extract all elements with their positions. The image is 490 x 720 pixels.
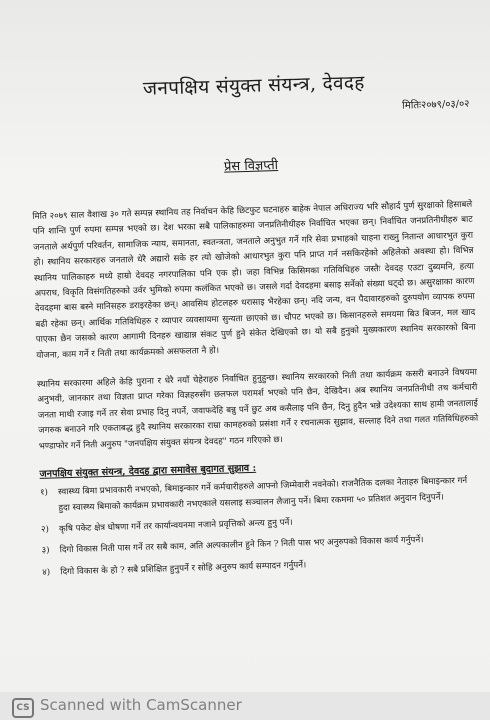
list-item-number: ४) <box>42 567 51 578</box>
list-item-number: १) <box>39 487 49 498</box>
list-item-number: २) <box>40 524 50 535</box>
document-date: मितिः२०७९/०३/०२ <box>402 98 470 112</box>
paragraph-1: मिति २०७९ साल वैशाख ३० गते सम्पन्न स्थानिय तह निर्वाचन केहि छिटफुट घटनाहरु बाहेक नेपाल अधिराज्य भरि सौहार्द पुर्ण सुरक्षाको हिसाबले पनि शान्ति पुर्ण रुपमा सम्पन्न भएको छ। देश भरका सबै पालिकाहरुमा जनप्रतिनीधीहरु निर्वाचित भएका छन्। निर्वाचित जनप्रतिनीधीहरु बाट जनताले अर्थपुर्ण परिवर्तन, सामाजिक न्याय, समानता, स्वतन्त्रता, जनताले अनुभुत गर्ने गरि सेवा प्रभाहको चाहना राख्नु नितान्त आधारभुत कुरा हो। स्थानिय सरकारहरु जनताले धेरै अद्यारो सके हर त्यो खोजेको आधारभुत कुरा पनि प्राप्त गर्न नसकिरहेको अहिलेको अवस्था हो। विभिन्न स्थानिय पालिकाहरु मध्ये हाम्रो देवदह नगरपालिका पनि एक हो। जहा विभिन्न किसिमका गतिविधिहरु जस्तैः देवदह एउटा दुब्यमनि, हत्या अपराध, विकृति विसंगतिहरुको उर्वर भुमिको रुपमा कलंकित भएको छ। जसले गर्दा देवदहमा बसाइ सर्नेको संख्या घट्दो छ। असुरक्षाका कारण देवदहमा बास बस्ने मानिसहरु डराइरहेका छन्। आवसिय होटलहरु धरासाइ भैरहेका छन्। नदि जन्य, वन पैदावारहरुको दुरुपयोग व्यापक रुपमा बढी रहेका छन्। आर्थिक गतिविधिहरु र व्यापार व्यवसायमा सुन्यता छाएको छ। चौपट भएको छ। किसानहरुले समयमा बिउ बिजन, मल खाद पाएका छैन जसको कारण आगामी दिनहरु खाद्यान्न संकट पुर्ण हुने संकेत देखिएको छ। यो सबै हुनुको मुख्यकारण स्थानिय सरकारको बिना योजना, काम गर्ने र निती तथा कार्यक्रमको असफलता नै हो। <box>32 199 476 361</box>
camscanner-logo-icon: CS <box>12 698 34 718</box>
document-title: जनपक्षिय संयुक्त संयन्त्र, देवदह <box>142 71 365 100</box>
list-item-text: कृषि पकेट क्षेत्र घोषणा गर्ने तर कार्यान्वयनमा नजाने प्रवृत्तिको अन्त्य हुनु पर्ने। <box>58 517 293 535</box>
watermark-text: Scanned with CamScanner <box>40 696 242 714</box>
list-item <box>40 474 481 517</box>
list-item-number: ३) <box>41 545 50 557</box>
list-item-text: दिगो विकास के हो ? सबै प्रशिक्षित हुनुपर्ने र सोहि अनुरुप कार्य सम्पादन गर्नुपर्ने। <box>60 560 307 578</box>
list-item-text: स्वास्थ्य बिमा प्रभावकारी नभएको, बिमाइन्कार गर्ने कर्मचारीहरुले आफ्नो जिम्मेवारी नवनेको। राजनैतिक दलका नेताहरु बिमाइन्कार गर्न हुदा स्वास्थ्य बिमाको कार्यक्रम प्रभावकारी नभएकाले यसलाइ सञ्चालन लैजानु पर्ने। बिमा रकममा ५० प्रतिशत अनुदान दिनुपर्ने। <box>57 475 468 513</box>
suggestions-heading: जनपक्षिय संयुक्त संयन्त्र, देवदह द्वारा समावेस बुदागत सुझाव : <box>39 462 257 480</box>
document-body <box>28 48 483 587</box>
suggestions-list <box>40 474 482 581</box>
list-item-text: दिगो विकास निती पास गर्ने तर सबै काम, अति अल्पकालीन हुने किन ? निती पास भए अनुरुपको विकास कार्य गर्नुपर्ने। <box>59 535 424 556</box>
press-release-heading: प्रेस विज्ञप्ती <box>223 158 279 175</box>
paragraph-2: स्थानिय सरकारमा अहिले केहि पुराना र धेरै नयाँ चेहेराहरु निर्वाचित हुनुहुन्छ। स्थानिय सरकारको निती तथा कार्यक्रम कसरी बनाउने विषयमा अनुभवी, जानकार तथा विज्ञता प्राप्त गरेका विज्ञहरुसँग छलफल परामर्श भएको पनि छैन, देखिदैन। अब स्थानिय जनप्रतिनीधी तथ कर्मचारी जनता माथी रजाइ गर्ने तर सेवा प्रभाह दिनु नपर्ने, जवाफदेहि बन्नु पर्ने छुट अब कसैलाइ पनि छैन, दिनु हुदैन भन्ने उदेश्यका साथ हामी जनतालाई जगरुक बनाउने गरि एकताबद्ध हुदै स्थानिय सरकारका राम्रा कामहरुको प्रसंशा गर्ने र रचनात्मक सुझाव, सल्लाह दिने तथा गलत गतिविधिहरुको भण्डाफोर गर्ने निती अनुरुप "जनपक्षिय संयुक्त संयन्त्र देवदह" गठन गरिएको छ। <box>36 367 479 452</box>
scanner-watermark <box>0 692 490 720</box>
